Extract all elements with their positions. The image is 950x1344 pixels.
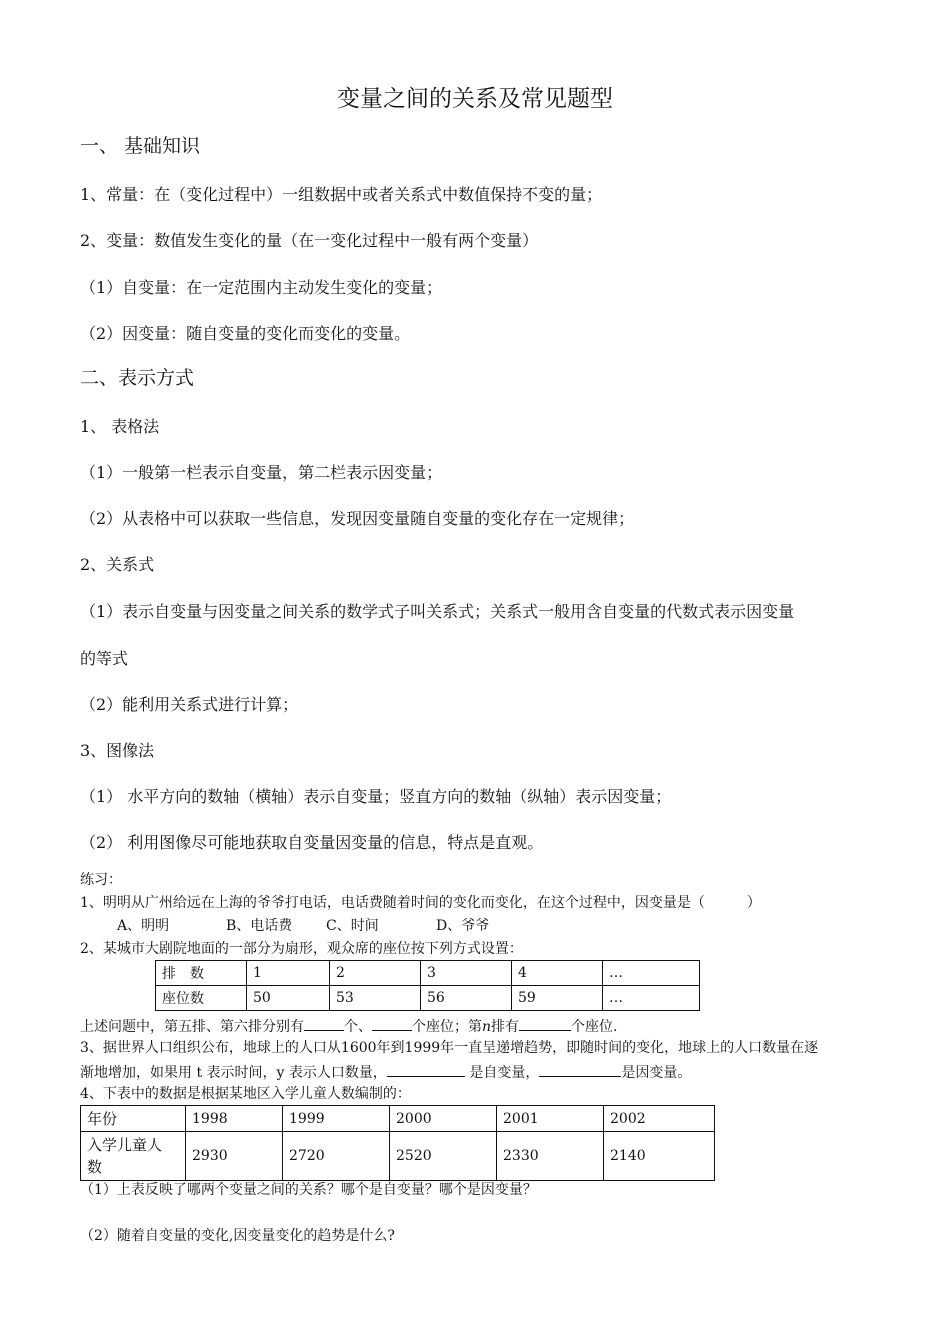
table-cell: 2930 — [186, 1132, 283, 1181]
table-cell: 53 — [330, 986, 421, 1011]
fill-text: 个座位；第 — [412, 1019, 482, 1035]
question-1: 1、明明从广州给远在上海的爷爷打电话，电话费随着时间的变化而变化，在这个过程中，因变量是（ ） — [80, 895, 761, 911]
paragraph-graph-1: （1） 水平方向的数轴（横轴）表示自变量；竖直方向的数轴（纵轴）表示因变量； — [80, 787, 672, 806]
question-3: 3、据世界人口组织公布，地球上的人口从1600年到1999年一直呈递增趋势，即随时间的变化，地球上的人口数量在逐 — [80, 1040, 819, 1056]
fill-text: 个座位. — [571, 1019, 618, 1035]
fill-text: 个、 — [344, 1019, 372, 1035]
paragraph-formula-1-cont: 的等式 — [80, 649, 129, 668]
enrollment-table — [80, 1105, 715, 1181]
seat-table — [155, 960, 700, 1011]
row-label-line: 入学儿童人 — [87, 1136, 163, 1154]
table-header-cell: 1998 — [186, 1106, 283, 1132]
table-row — [156, 961, 700, 986]
table-cell: 59 — [512, 986, 603, 1011]
answer-blank[interactable] — [539, 1064, 621, 1077]
fill-text: 渐地增加，如果用 t 表示时间，y 表示人口数量， — [80, 1065, 387, 1081]
paragraph-graph-2: （2） 利用图像尽可能地获取自变量因变量的信息，特点是直观。 — [80, 833, 544, 852]
table-cell: … — [603, 986, 700, 1011]
question-1-option-a: A、明明 — [117, 918, 170, 934]
row-label-line: 数 — [87, 1158, 103, 1176]
paragraph-table-1: （1）一般第一栏表示自变量，第二栏表示因变量； — [80, 463, 443, 482]
fill-text: 上述问题中，第五排、第六排分别有 — [80, 1019, 304, 1035]
table-header-cell: 1999 — [283, 1106, 390, 1132]
table-row-label — [81, 1132, 186, 1181]
table-row — [81, 1106, 715, 1132]
question-1-option-c: C、时间 — [326, 918, 379, 934]
fill-text: 是因变量。 — [621, 1065, 692, 1081]
table-cell: 2140 — [604, 1132, 715, 1181]
table-cell: 2520 — [390, 1132, 497, 1181]
answer-blank[interactable] — [372, 1018, 412, 1031]
question-4-part-1: （1）上表反映了哪两个变量之间的关系？哪个是自变量？哪个是因变量？ — [80, 1182, 537, 1198]
table-cell: 座位数 — [156, 986, 247, 1011]
table-cell: 2720 — [283, 1132, 390, 1181]
table-cell: 3 — [421, 961, 512, 986]
table-row — [81, 1132, 715, 1181]
table-cell: 1 — [247, 961, 330, 986]
table-header-cell: 2002 — [604, 1106, 715, 1132]
page-title: 变量之间的关系及常见题型 — [337, 86, 613, 112]
paragraph-formula-2: （2）能利用关系式进行计算； — [80, 695, 299, 714]
paragraph-independent-variable: （1）自变量：在一定范围内主动发生变化的变量； — [80, 278, 443, 297]
answer-blank[interactable] — [519, 1018, 571, 1031]
paragraph-dependent-variable: （2）因变量：随自变量的变化而变化的变量。 — [80, 324, 411, 343]
paragraph-formula-1: （1）表示自变量与因变量之间关系的数学式子叫关系式；关系式一般用含自变量的代数式表示因变量 — [80, 602, 795, 621]
table-cell: 排 数 — [156, 961, 247, 986]
subheading-table-method: 1、 表格法 — [80, 417, 160, 436]
table-cell: 56 — [421, 986, 512, 1011]
table-header-cell: 2000 — [390, 1106, 497, 1132]
table-cell: 4 — [512, 961, 603, 986]
paragraph-table-2: （2）从表格中可以获取一些信息，发现因变量随自变量的变化存在一定规律； — [80, 509, 635, 528]
question-4-part-2: （2）随着自变量的变化,因变量变化的趋势是什么? — [80, 1228, 395, 1244]
question-3-cont — [80, 1064, 691, 1080]
subheading-graph-method: 3、图像法 — [80, 741, 155, 760]
table-row — [156, 986, 700, 1011]
question-1-option-b: B、电话费 — [226, 918, 293, 934]
paragraph-variable: 2、变量：数值发生变化的量（在一变化过程中一般有两个变量） — [80, 231, 539, 250]
section-heading-basics: 一、 基础知识 — [80, 135, 201, 157]
question-1-option-d: D、爷爷 — [436, 918, 490, 934]
question-2-fill-line — [80, 1018, 617, 1034]
question-4: 4、下表中的数据是根据某地区入学儿童人数编制的： — [80, 1086, 411, 1102]
question-2: 2、某城市大剧院地面的一部分为扇形，观众席的座位按下列方式设置： — [80, 941, 523, 957]
fill-text: 是自变量， — [464, 1065, 540, 1081]
subheading-formula-method: 2、关系式 — [80, 555, 155, 574]
table-cell: 2330 — [497, 1132, 604, 1181]
table-header-cell: 年份 — [81, 1106, 186, 1132]
fill-text: 排有 — [491, 1019, 520, 1035]
section-heading-representation: 二、表示方式 — [80, 367, 195, 389]
table-cell: 2 — [330, 961, 421, 986]
variable-n: n — [482, 1019, 492, 1035]
table-header-cell: 2001 — [497, 1106, 604, 1132]
table-cell: … — [603, 961, 700, 986]
exercise-label: 练习： — [80, 872, 122, 888]
table-cell: 50 — [247, 986, 330, 1011]
answer-blank[interactable] — [304, 1018, 344, 1031]
paragraph-constant: 1、常量：在（变化过程中）一组数据中或者关系式中数值保持不变的量； — [80, 185, 603, 204]
answer-blank[interactable] — [387, 1064, 465, 1077]
